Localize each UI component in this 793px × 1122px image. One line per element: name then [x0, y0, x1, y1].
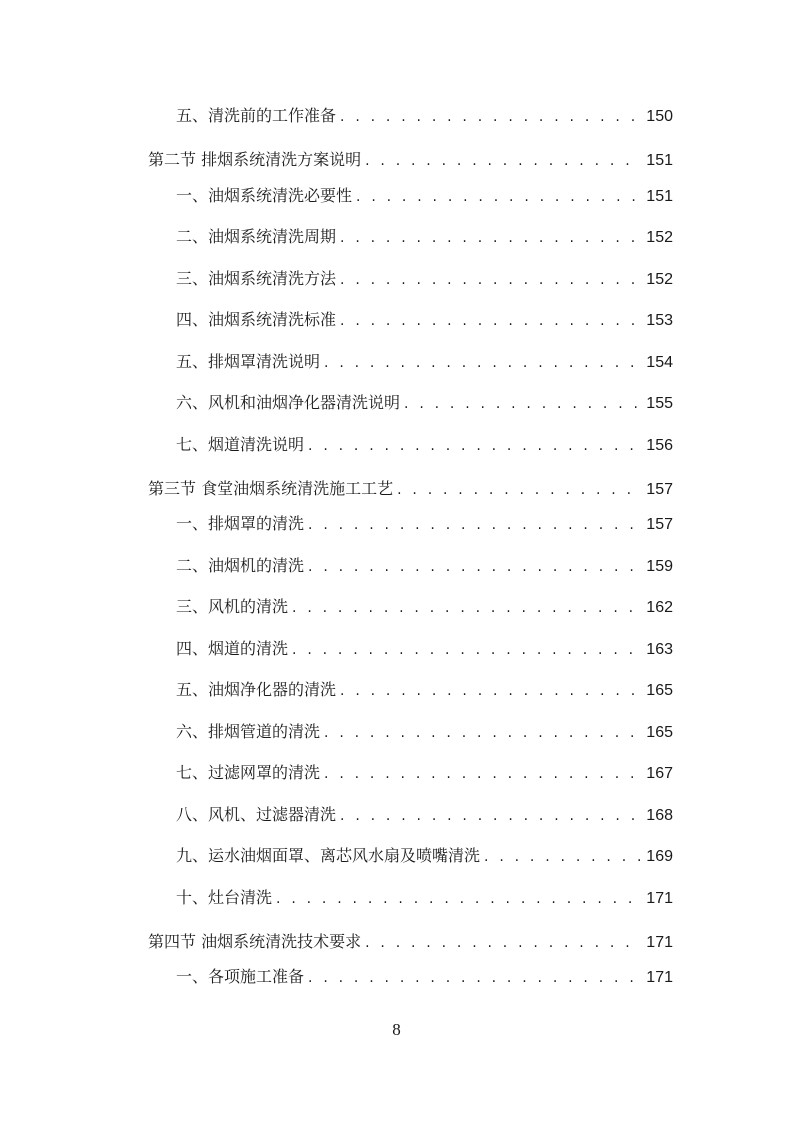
toc-page-number: 151	[646, 188, 673, 205]
toc-title: 二、油烟系统清洗周期	[176, 227, 337, 246]
toc-entry[interactable]	[0, 266, 793, 292]
toc-title: 六、风机和油烟净化器清洗说明	[176, 393, 401, 412]
toc-entry[interactable]	[0, 349, 793, 375]
toc-title: 五、清洗前的工作准备	[176, 106, 337, 125]
toc-page-number: 152	[646, 271, 673, 288]
toc-title: 六、排烟管道的清洗	[176, 722, 321, 741]
dot-leader	[484, 844, 642, 870]
dot-leader	[365, 930, 642, 956]
dot-leader	[308, 965, 642, 991]
toc-page-number: 156	[646, 437, 673, 454]
toc-entry[interactable]	[0, 885, 793, 911]
dot-leader	[340, 104, 642, 130]
toc-entry[interactable]	[0, 147, 793, 173]
dot-leader	[292, 637, 642, 663]
toc-page-number: 167	[646, 765, 673, 782]
dot-leader	[340, 267, 642, 293]
toc-page-number: 152	[646, 229, 673, 246]
toc-entry[interactable]	[0, 103, 793, 129]
dot-leader	[365, 148, 642, 174]
toc-page-number: 162	[646, 599, 673, 616]
dot-leader	[340, 308, 642, 334]
toc-title: 二、油烟机的清洗	[176, 556, 305, 575]
dot-leader	[324, 761, 642, 787]
toc-entry[interactable]	[0, 183, 793, 209]
dot-leader	[324, 720, 642, 746]
toc-entry[interactable]	[0, 636, 793, 662]
toc-page-number: 153	[646, 312, 673, 329]
toc-entry[interactable]	[0, 553, 793, 579]
toc-page-number: 159	[646, 558, 673, 575]
dot-leader	[356, 184, 642, 210]
dot-leader	[340, 678, 642, 704]
toc-title: 一、油烟系统清洗必要性	[176, 186, 353, 205]
toc-entry[interactable]	[0, 476, 793, 502]
dot-leader	[404, 391, 642, 417]
toc-entry[interactable]	[0, 964, 793, 990]
toc-page-number: 171	[646, 934, 673, 951]
toc-page-number: 157	[646, 481, 673, 498]
toc-title: 四、烟道的清洗	[176, 639, 289, 658]
toc-title: 八、风机、过滤器清洗	[176, 805, 337, 824]
toc-entry[interactable]	[0, 677, 793, 703]
toc-page-number: 165	[646, 682, 673, 699]
dot-leader	[276, 886, 642, 912]
toc-page-number: 171	[646, 890, 673, 907]
dot-leader	[324, 350, 642, 376]
toc-page-number: 157	[646, 516, 673, 533]
toc-entry[interactable]	[0, 224, 793, 250]
dot-leader	[308, 512, 642, 538]
toc-title: 五、排烟罩清洗说明	[176, 352, 321, 371]
toc-entry[interactable]	[0, 929, 793, 955]
dot-leader	[308, 433, 642, 459]
toc-page-number: 150	[646, 108, 673, 125]
page-number: 8	[392, 1020, 401, 1039]
toc-entry[interactable]	[0, 843, 793, 869]
toc-entry[interactable]	[0, 719, 793, 745]
toc-title: 七、过滤网罩的清洗	[176, 763, 321, 782]
toc-entry[interactable]	[0, 390, 793, 416]
toc-page-number: 171	[646, 969, 673, 986]
toc-title: 七、烟道清洗说明	[176, 435, 305, 454]
dot-leader	[340, 803, 642, 829]
toc-page-number: 165	[646, 724, 673, 741]
toc-entry[interactable]	[0, 802, 793, 828]
dot-leader	[340, 225, 642, 251]
toc-page-number: 168	[646, 807, 673, 824]
toc-title: 十、灶台清洗	[176, 888, 273, 907]
toc-title: 四、油烟系统清洗标准	[176, 310, 337, 329]
dot-leader	[292, 595, 642, 621]
toc-title: 三、风机的清洗	[176, 597, 289, 616]
dot-leader	[397, 477, 642, 503]
toc-page-number: 154	[646, 354, 673, 371]
toc-page-number: 151	[646, 152, 673, 169]
toc-title: 第三节 食堂油烟系统清洗施工工艺	[148, 479, 394, 498]
toc-entry[interactable]	[0, 307, 793, 333]
toc-page-number: 163	[646, 641, 673, 658]
toc-title: 一、排烟罩的清洗	[176, 514, 305, 533]
toc-title: 五、油烟净化器的清洗	[176, 680, 337, 699]
toc-entry[interactable]	[0, 594, 793, 620]
dot-leader	[308, 554, 642, 580]
toc-entry[interactable]	[0, 511, 793, 537]
toc-title: 一、各项施工准备	[176, 967, 305, 986]
toc-entry[interactable]	[0, 760, 793, 786]
toc-page-number: 155	[646, 395, 673, 412]
toc-entry[interactable]	[0, 432, 793, 458]
toc-title: 第二节 排烟系统清洗方案说明	[148, 150, 362, 169]
toc-page-number: 169	[646, 848, 673, 865]
toc-title: 第四节 油烟系统清洗技术要求	[148, 932, 362, 951]
toc-title: 三、油烟系统清洗方法	[176, 269, 337, 288]
toc-title: 九、运水油烟面罩、离芯风水扇及喷嘴清洗	[176, 846, 481, 865]
